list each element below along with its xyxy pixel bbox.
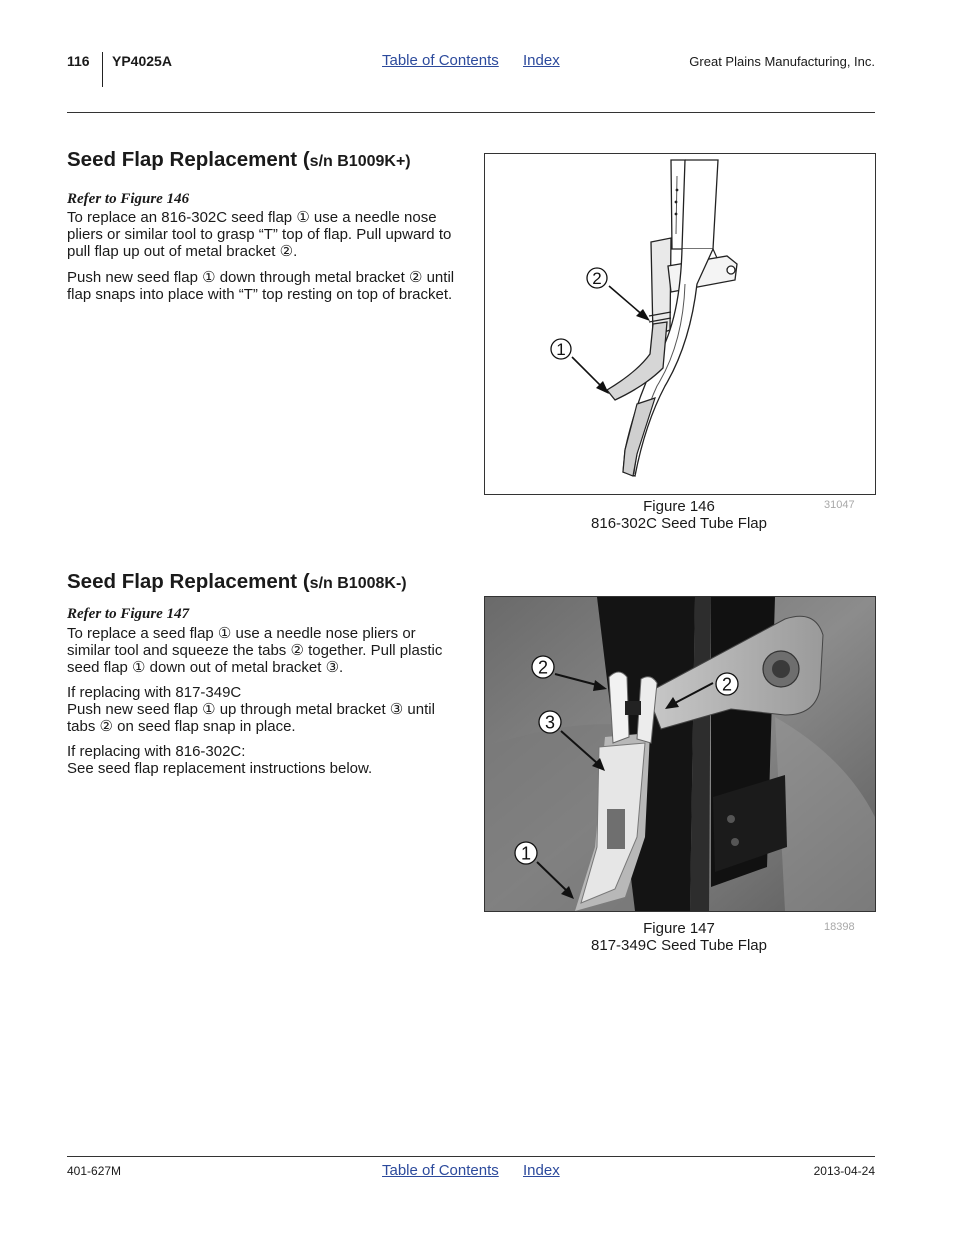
callout-2-label: 2	[592, 269, 602, 288]
section-title-b1008k: Seed Flap Replacement (s/n B1008K-)	[67, 570, 407, 593]
company-name: Great Plains Manufacturing, Inc.	[689, 54, 875, 69]
figure-reference: Refer to Figure 146	[67, 191, 190, 207]
header-divider	[102, 52, 103, 87]
figure-146-label: Figure 146	[643, 498, 715, 515]
image-number: 18398	[824, 921, 855, 933]
figure-146-image	[484, 153, 876, 495]
figure-147-title: 817-349C Seed Tube Flap	[591, 937, 767, 954]
section-title-b1009k: Seed Flap Replacement (s/n B1009K+)	[67, 148, 411, 171]
header-toc-link[interactable]: Table of Contents	[382, 52, 499, 69]
footer-toc-link[interactable]: Table of Contents	[382, 1162, 499, 1179]
callout-2-label: 2	[537, 657, 549, 678]
paragraph: To replace an 816-302C seed flap ① use a needle nose pliers or similar tool to grasp “T” top of flap. Pull upward to pull flap up out of metal bracket ②.	[67, 209, 452, 260]
callout-2-label: 2	[721, 674, 733, 695]
footer-rule	[67, 1156, 875, 1157]
callout-1-label: 1	[520, 843, 532, 864]
figure-146-caption	[484, 498, 874, 532]
image-number: 31047	[824, 499, 855, 511]
footer-index-link[interactable]: Index	[523, 1162, 560, 1179]
figure-147-label: Figure 147	[643, 920, 715, 937]
paragraph: Push new seed flap ① down through metal bracket ② until flap snaps into place with “T” top resting on top of bracket.	[67, 269, 455, 303]
part-number: 401-627M	[67, 1164, 122, 1178]
publish-date: 2013-04-24	[813, 1164, 875, 1178]
header-rule	[67, 112, 875, 113]
paragraph: To replace a seed flap ① use a needle nose pliers or similar tool and squeeze the tabs ② together. Pull plastic seed flap ① down out of metal bracket ③.	[67, 625, 443, 676]
callout-1-label: 1	[556, 340, 566, 359]
figure-147-caption	[484, 920, 874, 954]
callout-3-label: 3	[544, 712, 556, 733]
figure-146-title: 816-302C Seed Tube Flap	[591, 515, 767, 532]
figure-147-photo	[484, 596, 876, 912]
model-number: YP4025A	[112, 53, 172, 69]
page-number: 116	[67, 53, 90, 69]
figure-reference: Refer to Figure 147	[67, 606, 190, 622]
header-index-link[interactable]: Index	[523, 52, 560, 69]
paragraph: If replacing with 816-302C: See seed flap replacement instructions below.	[67, 743, 373, 777]
paragraph: If replacing with 817-349C Push new seed flap ① up through metal bracket ③ until tabs ② on seed flap snap in place.	[67, 684, 435, 735]
